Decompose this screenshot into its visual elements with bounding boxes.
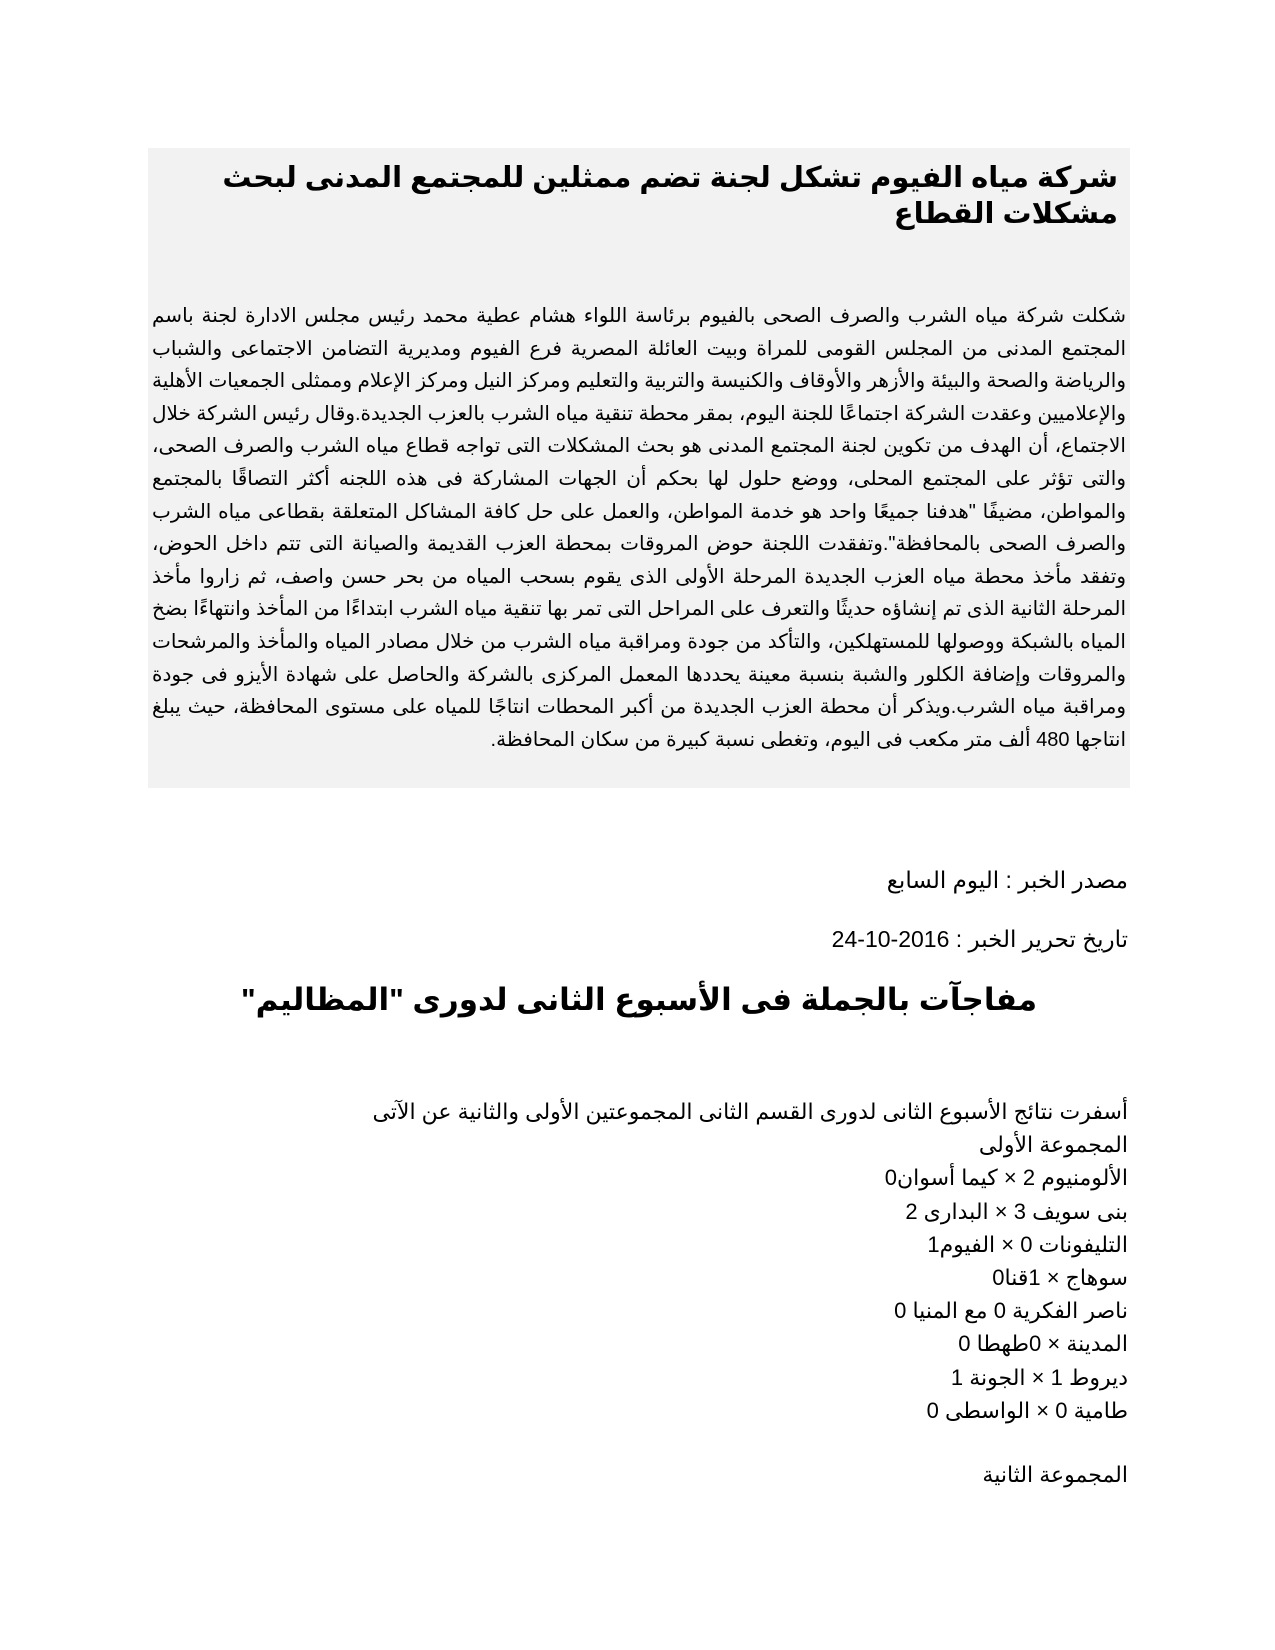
article-body: شكلت شركة مياه الشرب والصرف الصحى بالفيوم برئاسة اللواء هشام عطية محمد رئيس مجلس الادارة لجنة باسم المجتمع المدنى من المجلس القومى للمراة وبيت العائلة المصرية فرع الفيوم ومديرية التضامن الاجتماعى والشباب والرياضة والصحة والبيئة والأزهر والأوقاف والكنيسة والتربية والتعليم ومركز النيل ومركز الإعلام وممثلى الجمعيات الأهلية والإعلاميين وعقدت الشركة اجتماعًا للجنة اليوم، بمقر محطة تنقية مياه الشرب بالعزب الجديدة.وقال رئيس الشركة خلال الاجتماع، أن الهدف من تكوين لجنة المجتمع المدنى هو بحث المشكلات التى تواجه قطاع مياه الشرب والصرف الصحى، والتى تؤثر على المجتمع المحلى، ووضع حلول لها بحكم أن الجهات المشاركة فى هذه اللجنه أكثر التصاقًا بالمجتمع والمواطن، مضيفًا "هدفنا جميعًا واحد هو خدمة المواطن، والعمل على حل كافة المشاكل المتعلقة بقطاعى مياه الشرب والصرف الصحى بالمحافظة".وتفقدت اللجنة حوض المروقات بمحطة العزب القديمة والصيانة التى تتم داخل الحوض، وتفقد مأخذ محطة مياه العزب الجديدة المرحلة الأولى الذى يقوم بسحب المياه من بحر حسن واصف، ثم زاروا مأخذ المرحلة الثانية الذى تم إنشاؤه حديثًا والتعرف على المراحل التى تمر بها تنقية مياه الشرب ابتداءًا من المأخذ وانتهاءًا بضخ المياه بالشبكة ووصولها للمستهلكين، والتأكد من جودة ومراقبة مياه الشرب من خلال مصادر المياه والمأخذ والمرشحات والمروقات وإضافة الكلور والشبة بنسبة معينة يحددها المعمل المركزى بالشركة والحاصل على شهادة الأيزو فى جودة ومراقبة مياه الشرب.ويذكر أن محطة العزب الجديدة من أكبر المحطات انتاجًا للمياه على مستوى المحافظة، حيث يبلغ انتاجها 480 ألف متر مكعب فى اليوم، وتغطى نسبة كبيرة من سكان المحافظة.	[152, 305, 1126, 751]
match-result: بنى سويف 3 × البدارى 2	[905, 1198, 1128, 1224]
results-intro: أسفرت نتائج الأسبوع الثانى لدورى القسم الثانى المجموعتين الأولى والثانية عن الآتى	[372, 1099, 1128, 1124]
match-result: الألومنيوم 2 × كيما أسوان0	[884, 1165, 1128, 1191]
group1-heading: المجموعة الأولى	[978, 1132, 1128, 1158]
article-title: شركة مياه الفيوم تشكل لجنة تضم ممثلين للمجتمع المدنى لبحث مشكلات القطاع	[222, 162, 1118, 230]
article-box	[148, 148, 1130, 788]
news-source: مصدر الخبر : اليوم السابع	[886, 867, 1128, 893]
match-result: ناصر الفكرية 0 مع المنيا 0	[894, 1298, 1128, 1324]
match-result: المدينة × 0طهطا 0	[958, 1331, 1128, 1357]
results-list	[308, 1095, 1128, 1427]
match-result: سوهاج × 1قنا0	[992, 1265, 1128, 1291]
group2-heading: المجموعة الثانية	[982, 1462, 1128, 1487]
match-result: التليفونات 0 × الفيوم1	[927, 1231, 1128, 1257]
match-result: ديروط 1 × الجونة 1	[950, 1364, 1128, 1390]
article2-title: مفاجآت بالجملة فى الأسبوع الثانى لدورى "المظاليم"	[240, 982, 1038, 1017]
match-result: طامية 0 × الواسطى 0	[926, 1397, 1128, 1423]
news-date: تاريخ تحرير الخبر : 2016-10-24	[831, 926, 1128, 952]
